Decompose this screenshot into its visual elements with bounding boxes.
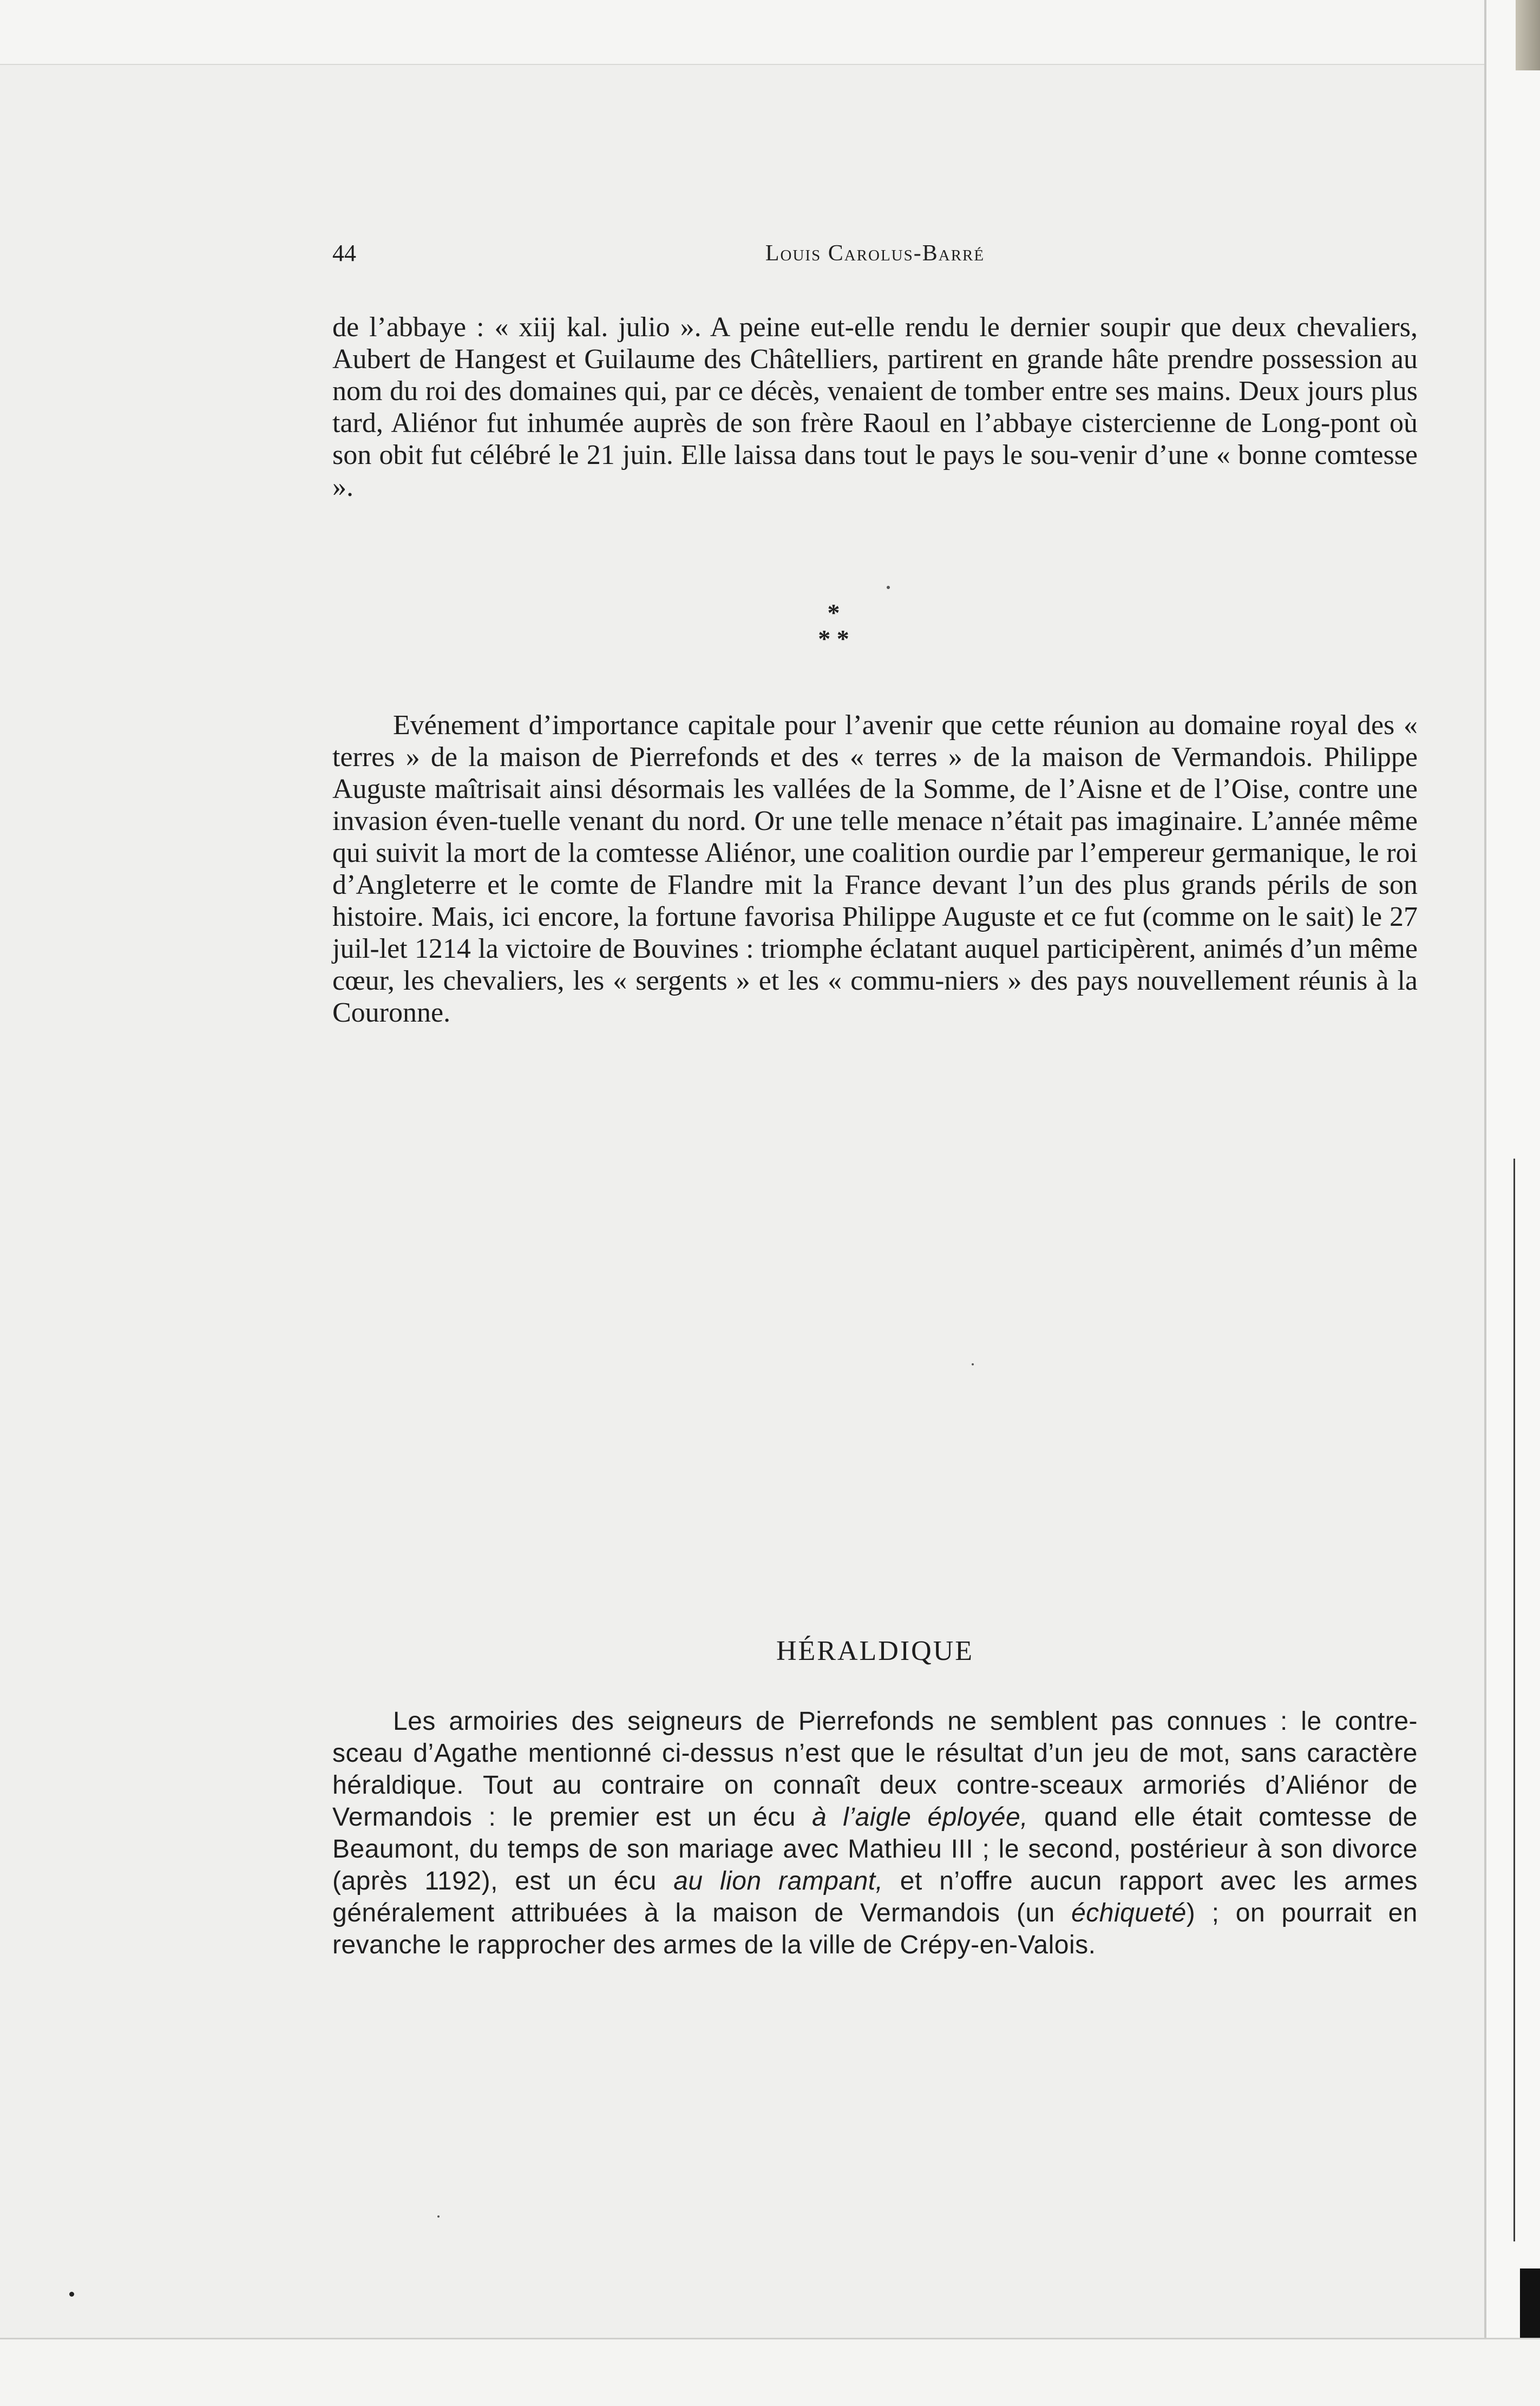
asterism-bottom: * * xyxy=(818,625,849,652)
scan-bottom-margin xyxy=(0,2338,1540,2406)
body-text-middle xyxy=(332,709,1418,1029)
paragraph-continued: de l’abbaye : « xiij kal. julio ». A peine eut-elle rendu le dernier soupir que deux chevaliers, Aubert de Hangest et Guilaume des Châtelliers, partirent en grande hâte prendre possession au nom du roi des domaines qui, par ce décès, venaient de tomber entre ses mains. Deux jours plus tard, Aliénor fut inhumée auprès de son frère Raoul en l’abbaye cistercienne de Long-pont où son obit fut célébré le 21 juin. Elle laissa dans tout le pays le sou-venir d’une « bonne comtesse ». xyxy=(332,312,1418,502)
paper-speck xyxy=(887,586,890,589)
asterism-top: * xyxy=(827,599,840,626)
body-text-top xyxy=(332,311,1418,503)
paper-speck xyxy=(69,2292,74,2297)
page-header xyxy=(332,237,1418,270)
body-text-heraldry xyxy=(332,1705,1418,1961)
paragraph-heraldry xyxy=(332,1705,1418,1961)
section-break-asterism xyxy=(801,600,866,670)
heraldry-text-4: ) ; on pourrait en revanche le rapprocher des armes de la ville de Crépy-en-Valois. xyxy=(332,1899,1418,1959)
heraldry-text-3: et n’offre aucun rapport avec les armes généralement attribuées à la maison de Vermandois (un xyxy=(332,1867,1418,1927)
heraldry-term-checky: échiqueté xyxy=(1071,1899,1187,1927)
paragraph-bouvines: Evénement d’importance capitale pour l’avenir que cette réunion au domaine royal des « terres » de la maison de Pierrefonds et des « terres » de la maison de Vermandois. Philippe Auguste maîtrisait ainsi désormais les vallées de la Somme, de l’Aisne et de l’Oise, contre une invasion éven-tuelle venant du nord. Or une telle menace n’était pas imaginaire. L’année même qui suivit la mort de la comtesse Aliénor, une coalition ourdie par l’empereur germanique, le roi d’Angleterre et le comte de Flandre mit la France devant l’un des plus grands périls de son histoire. Mais, ici encore, la fortune favorisa Philippe Auguste et ce fut (comme on le sait) le 27 juil-let 1214 la victoire de Bouvines : triomphe éclatant auquel participèrent, animés d’un même cœur, les chevaliers, les « sergents » et les « commu-niers » des pays nouvellement réunis à la Couronne. xyxy=(332,710,1418,1028)
book-spine-edge xyxy=(1513,1159,1515,2241)
heraldry-term-lion: au lion rampant, xyxy=(673,1867,883,1895)
heraldry-term-eagle: à l’aigle éployée, xyxy=(812,1803,1028,1832)
section-title: HÉRALDIQUE xyxy=(776,1636,974,1666)
scan-right-margin xyxy=(1484,0,1540,2404)
paper-speck xyxy=(972,1363,974,1365)
paper-speck xyxy=(437,2215,440,2218)
heraldry-text-2: quand elle était comtesse de Beaumont, du temps de son mariage avec Mathieu III ; le second, postérieur à son divorce (après 1192), est un écu xyxy=(332,1803,1418,1895)
heraldry-text-1: Les armoiries des seigneurs de Pierrefonds ne semblent pas connues : le contre-sceau d’Agathe mentionné ci-dessus n’est que le résultat d’un jeu de mot, sans caractère héraldique. Tout au contraire on connaît deux contre-sceaux armoriés d’Aliénor de Vermandois : le premier est un écu xyxy=(332,1707,1418,1832)
book-spine-shadow xyxy=(1516,0,1540,70)
page-number: 44 xyxy=(332,240,356,266)
running-head: Louis Carolus-Barré xyxy=(765,241,985,266)
